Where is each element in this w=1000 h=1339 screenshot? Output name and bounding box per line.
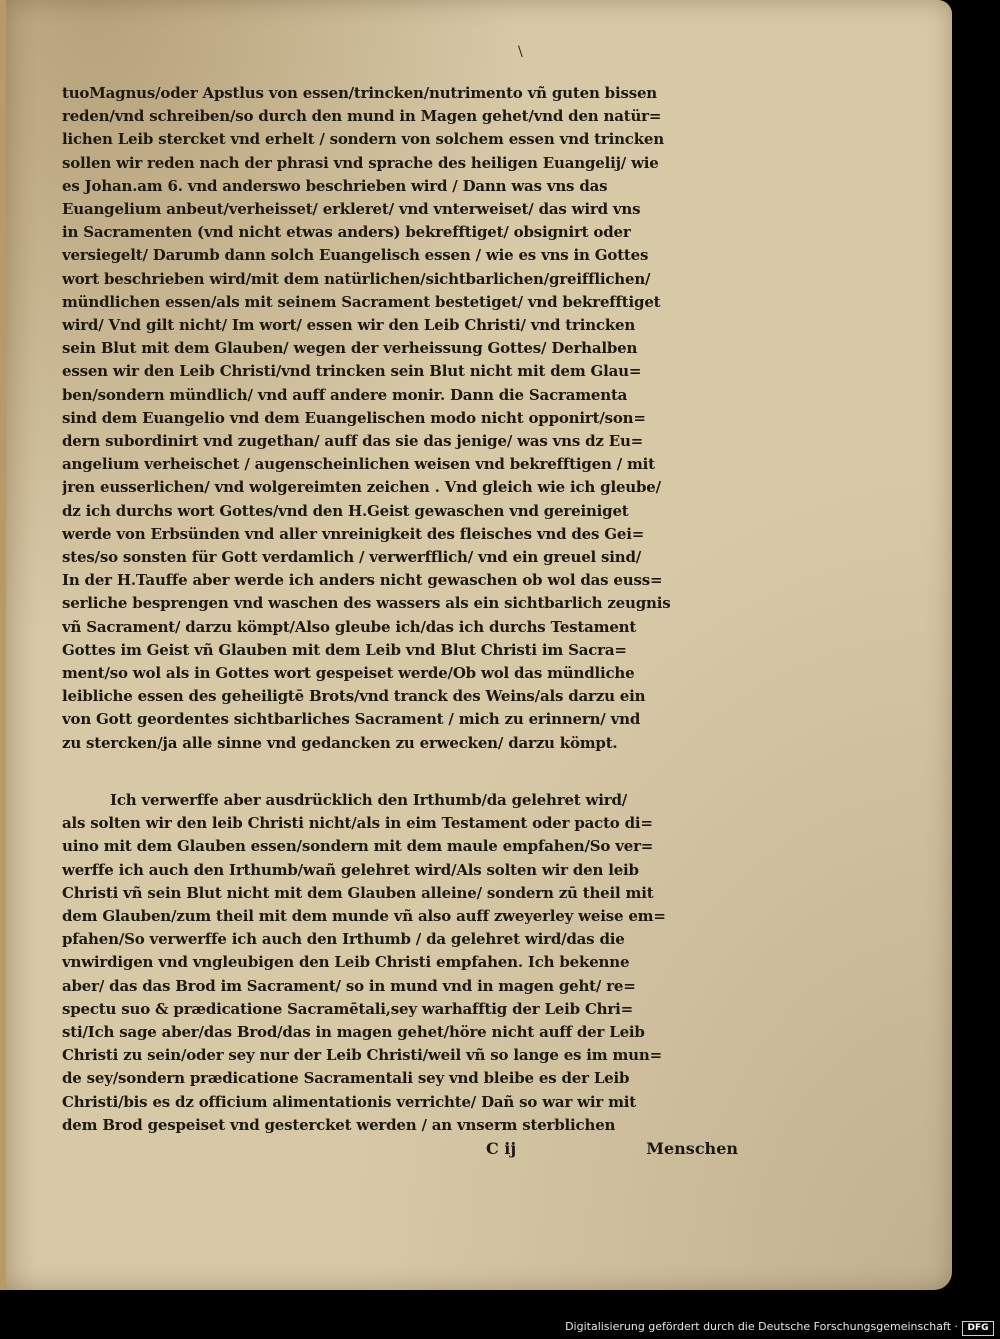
text-line: in Sacramenten (vnd nicht etwas anders) bekrefftiget/ obsignirt oder xyxy=(62,223,631,242)
text-line: reden/vnd schreiben/so durch den mund in Magen gehet/vnd den natür= xyxy=(62,107,662,126)
text-line: vñ Sacrament/ darzu kömpt/Also gleube ich/das ich durchs Testament xyxy=(62,617,637,636)
text-line: pfahen/So verwerffe ich auch den Irthumb / da gelehret wird/das die xyxy=(62,930,625,949)
signature-mark: C ij xyxy=(486,1139,517,1158)
binding-edge xyxy=(0,0,6,1290)
text-line: von Gott geordentes sichtbarliches Sacrament / mich zu erinnern/ vnd xyxy=(62,710,641,729)
text-line: de sey/sondern prædicatione Sacramentali sey vnd bleibe es der Leib xyxy=(62,1069,630,1088)
text-line: stes/so sonsten für Gott verdamlich / verwerfflich/ vnd ein greuel sind/ xyxy=(62,548,642,567)
text-line: jren eusserlichen/ vnd wolgereimten zeichen . Vnd gleich wie ich gleube/ xyxy=(62,478,661,497)
text-line: dern subordinirt vnd zugethan/ auff das sie das jenige/ was vns dz Eu= xyxy=(62,432,644,451)
text-line: aber/ das das Brod im Sacrament/ so in mund vnd in magen geht/ re= xyxy=(62,976,636,995)
text-line: wird/ Vnd gilt nicht/ Im wort/ essen wir den Leib Christi/ vnd trincken xyxy=(62,316,636,335)
text-line: dz ich durchs wort Gottes/vnd den H.Geist gewaschen vnd gereiniget xyxy=(62,501,629,520)
text-line: ben/sondern mündlich/ vnd auff andere monir. Dann die Sacramenta xyxy=(62,385,628,404)
text-line: als solten wir den leib Christi nicht/als in eim Testament oder pacto di= xyxy=(62,814,653,833)
catchword: Menschen xyxy=(646,1139,738,1158)
text-line: dem Brod gespeiset vnd gestercket werden / an vnserm sterblichen xyxy=(62,1115,616,1134)
text-line: Euangelium anbeut/verheisset/ erkleret/ vnd vnterweiset/ das wird vns xyxy=(62,200,641,219)
top-mark: \ xyxy=(518,44,523,60)
text-line: vnwirdigen vnd vngleubigen den Leib Christi empfahen. Ich bekenne xyxy=(62,953,630,972)
text-line: ment/so wol als in Gottes wort gespeiset werde/Ob wol das mündliche xyxy=(62,664,635,683)
text-line: sti/Ich sage aber/das Brod/das in magen gehet/höre nicht auff der Leib xyxy=(62,1022,645,1041)
text-line: lichen Leib stercket vnd erhelt / sondern von solchem essen vnd trincken xyxy=(62,130,664,149)
text-line: mündlichen essen/als mit seinem Sacrament bestetiget/ vnd bekrefftiget xyxy=(62,292,661,311)
text-line: werffe ich auch den Irthumb/wañ gelehret wird/Als solten wir den leib xyxy=(62,860,639,879)
text-line: es Johan.am 6. vnd anderswo beschrieben wird / Dann was vns das xyxy=(62,176,608,195)
text-line: werde von Erbsünden vnd aller vnreinigkeit des fleisches vnd des Gei= xyxy=(62,524,645,543)
text-line: wort beschrieben wird/mit dem natürlichen/sichtbarlichen/greifflichen/ xyxy=(62,269,651,288)
text-line: essen wir den Leib Christi/vnd trincken sein Blut nicht mit dem Glau= xyxy=(62,362,642,381)
text-line: Christi/bis es dz officium alimentationis verrichte/ Dañ so war wir mit xyxy=(62,1092,637,1111)
text-line: versiegelt/ Darumb dann solch Euangelisch essen / wie es vns in Gottes xyxy=(62,246,649,265)
footer-credit: Digitalisierung gefördert durch die Deutsche Forschungsgemeinschaft · xyxy=(565,1320,958,1333)
paragraph-1 xyxy=(62,82,738,755)
paragraph-gap xyxy=(62,755,738,789)
main-text xyxy=(62,82,738,1137)
paragraph-2 xyxy=(62,789,738,1137)
text-line: Christi zu sein/oder sey nur der Leib Christi/weil vñ so lange es im mun= xyxy=(62,1046,662,1065)
text-line: Gottes im Geist vñ Glauben mit dem Leib vnd Blut Christi im Sacra= xyxy=(62,640,627,659)
text-line: sollen wir reden nach der phrasi vnd sprache des heiligen Euangelij/ wie xyxy=(62,153,659,172)
text-line: zu stercken/ja alle sinne vnd gedancken zu erwecken/ darzu kömpt. xyxy=(62,733,618,752)
text-line: tuoMagnus/oder Apstlus von essen/trincken/nutrimento vñ guten bissen xyxy=(62,84,657,102)
page-foot xyxy=(62,1139,738,1167)
text-line: uino mit dem Glauben essen/sondern mit dem maule empfahen/So ver= xyxy=(62,837,654,856)
text-line: leibliche essen des geheiligtē Brots/vnd tranck des Weins/als darzu ein xyxy=(62,687,646,706)
text-line: In der H.Tauffe aber werde ich anders nicht gewaschen ob wol das euss= xyxy=(62,571,663,590)
text-line: spectu suo & prædicatione Sacramētali,sey warhafftig der Leib Chri= xyxy=(62,999,633,1018)
text-line: Christi vñ sein Blut nicht mit dem Glauben alleine/ sondern zū theil mit xyxy=(62,883,654,902)
text-line: angelium verheischet / augenscheinlichen weisen vnd bekrefftigen / mit xyxy=(62,455,655,474)
text-line: serliche besprengen vnd waschen des wassers als ein sichtbarlich zeugnis xyxy=(62,594,671,613)
dfg-logo: DFG xyxy=(962,1321,994,1336)
footer-bar xyxy=(0,1318,1000,1339)
text-line: dem Glauben/zum theil mit dem munde vñ also auff zweyerley weise em= xyxy=(62,906,666,925)
text-line: sein Blut mit dem Glauben/ wegen der verheissung Gottes/ Derhalben xyxy=(62,339,638,358)
text-line: sind dem Euangelio vnd dem Euangelischen modo nicht opponirt/son= xyxy=(62,408,646,427)
text-line: Ich verwerffe aber ausdrücklich den Irthumb/da gelehret wird/ xyxy=(110,790,628,809)
